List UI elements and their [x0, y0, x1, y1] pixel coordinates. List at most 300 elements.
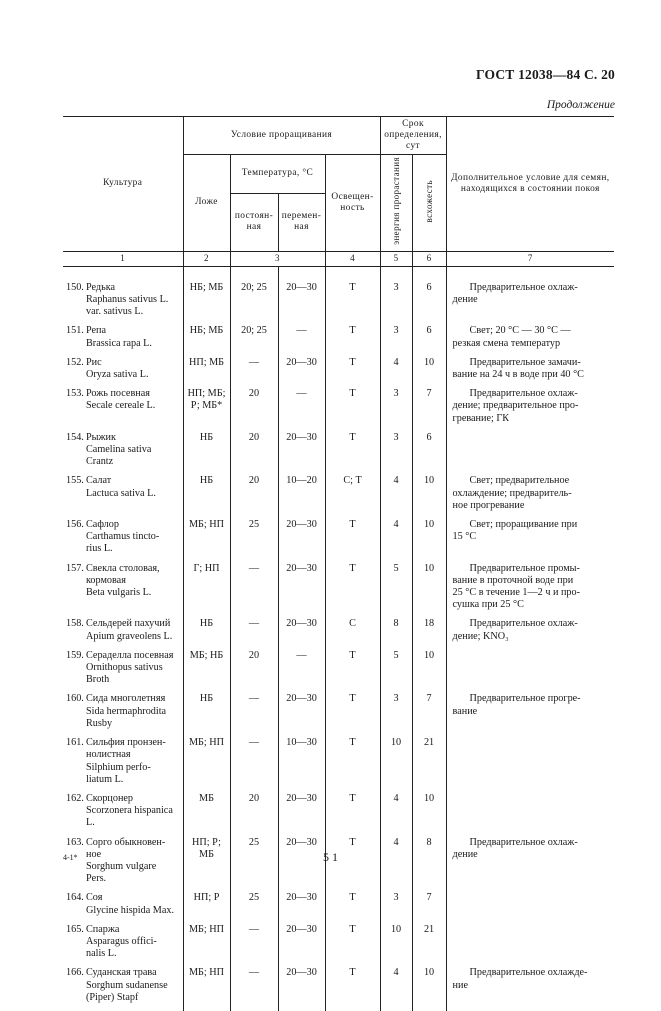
- lighting-cell: [325, 475, 380, 519]
- temp-variable-cell: [278, 924, 325, 968]
- culture-entry: [66, 475, 180, 499]
- additional-line: ние: [452, 979, 468, 991]
- temp-variable: 20—30: [286, 618, 317, 630]
- culture-entry: [66, 892, 180, 916]
- culture-line: Салат: [86, 475, 112, 487]
- culture-name: [86, 475, 180, 499]
- culture-line: Glycine hispida Max.: [86, 904, 174, 916]
- energy-cell: 4: [380, 837, 412, 893]
- row-number: 160.: [66, 693, 84, 705]
- culture-cell: [63, 967, 183, 1011]
- table-row: [63, 892, 614, 923]
- lighting-value: Т: [349, 356, 356, 368]
- header-energy: энергия прорастания: [380, 155, 412, 252]
- culture-line: Скорцонер: [86, 792, 134, 804]
- lighting-value: Т: [349, 737, 356, 749]
- temp-variable: 20—30: [286, 431, 317, 443]
- temp-variable-cell: [278, 325, 325, 356]
- additional-cell: [446, 519, 614, 563]
- row-number: 164.: [66, 892, 84, 904]
- row-number: 161.: [66, 737, 84, 749]
- additional-line: сушка при 25 °С: [452, 599, 524, 611]
- lighting-cell: [325, 519, 380, 563]
- energy-cell: 4: [380, 357, 412, 388]
- temp-variable-cell: [278, 892, 325, 923]
- lighting-cell: [325, 650, 380, 694]
- culture-line: var. sativus L.: [86, 306, 144, 318]
- temp-variable-cell: [278, 693, 325, 737]
- culture-line: Secale cereale L.: [86, 400, 156, 412]
- culture-line: Свекла столовая,: [86, 562, 160, 574]
- culture-entry: [66, 432, 180, 469]
- temp-variable: 10—20: [286, 475, 317, 487]
- culture-cell: [63, 519, 183, 563]
- temp-constant: —: [248, 923, 260, 935]
- additional-line: Предварительное охлаж-: [469, 836, 578, 848]
- culture-line: Сильфия пронзен-: [86, 737, 166, 749]
- row-number: 153.: [66, 388, 84, 400]
- energy-cell: 10: [380, 737, 412, 793]
- additional-line: Свет; 20 °С — 30 °С —: [469, 325, 571, 337]
- culture-cell: [63, 475, 183, 519]
- additional-line: Предварительное промы-: [469, 562, 580, 574]
- additional-line: ное прогревание: [452, 499, 525, 511]
- germination-cell: 7: [412, 388, 446, 432]
- culture-entry: [66, 282, 180, 319]
- germination-cell: 21: [412, 737, 446, 793]
- energy-cell: 4: [380, 967, 412, 1011]
- culture-cell: [63, 388, 183, 432]
- row-number: 151.: [66, 325, 84, 337]
- header-bed: Ложе: [183, 155, 230, 252]
- table-row: [63, 563, 614, 619]
- culture-line: Sorghum sudanense: [86, 979, 168, 991]
- temp-constant: —: [248, 356, 260, 368]
- lighting-cell: [325, 563, 380, 619]
- germination-cell: 6: [412, 266, 446, 325]
- bed-cell: [183, 650, 230, 694]
- germination-cell: 10: [412, 357, 446, 388]
- row-number: 152.: [66, 356, 84, 368]
- temp-constant-cell: [230, 793, 278, 837]
- lighting-value: Т: [349, 649, 356, 661]
- row-number: 157.: [66, 562, 84, 574]
- culture-line: Carthamus tincto-: [86, 531, 160, 543]
- temp-variable: —: [296, 388, 307, 400]
- temp-constant: 20: [248, 431, 260, 443]
- table-row: [63, 793, 614, 837]
- temp-variable: —: [296, 649, 307, 661]
- table-body: [63, 266, 614, 1011]
- lighting-value: Т: [349, 923, 356, 935]
- germination-cell: 10: [412, 563, 446, 619]
- culture-line: Beta vulgaris L.: [86, 587, 152, 599]
- temp-constant-cell: [230, 325, 278, 356]
- culture-entry: [66, 693, 180, 730]
- lighting-value: С; Т: [343, 475, 362, 487]
- culture-entry: [66, 618, 180, 642]
- additional-line: вание в проточной воде при: [452, 574, 574, 586]
- culture-line: Ornithopus sativus: [86, 662, 163, 674]
- germination-cell: 18: [412, 618, 446, 649]
- header-temperature: Температура, °С: [230, 155, 325, 194]
- additional-line: Свет; проращивание при: [469, 519, 578, 531]
- table-row: [63, 266, 614, 325]
- lighting-cell: [325, 618, 380, 649]
- culture-line: Рис: [86, 356, 102, 368]
- temp-constant: 20; 25: [241, 281, 267, 293]
- culture-cell: [63, 837, 183, 893]
- page-number: 5 1: [323, 850, 338, 864]
- germination-cell: 7: [412, 892, 446, 923]
- header-conditions: Условие проращивания: [183, 117, 380, 155]
- temp-constant-cell: [230, 693, 278, 737]
- continuation-label: Продолжение: [546, 99, 615, 111]
- culture-entry: [66, 519, 180, 556]
- culture-entry: [66, 924, 180, 961]
- culture-cell: [63, 693, 183, 737]
- temp-variable: 20—30: [286, 967, 317, 979]
- culture-line: Broth: [86, 674, 110, 686]
- culture-name: [86, 793, 180, 830]
- temp-constant-cell: [230, 432, 278, 476]
- bed-line: НП; МБ: [189, 356, 224, 368]
- germination-cell: 21: [412, 924, 446, 968]
- culture-line: Сафлор: [86, 519, 119, 531]
- lighting-cell: [325, 967, 380, 1011]
- temp-constant: 25: [248, 519, 260, 531]
- bed-cell: [183, 967, 230, 1011]
- additional-line: дение; KNO₃: [452, 630, 509, 642]
- culture-line: Рыжик: [86, 431, 116, 443]
- table-row: [63, 618, 614, 649]
- culture-line: liatum L.: [86, 773, 124, 785]
- lighting-value: Т: [349, 892, 356, 904]
- culture-line: Lactuca sativa L.: [86, 487, 156, 499]
- culture-cell: [63, 924, 183, 968]
- header-additional: Дополнительное условие для семян, находящихся в состоянии покоя: [446, 117, 614, 252]
- temp-constant: 20: [248, 388, 260, 400]
- culture-name: [86, 650, 180, 687]
- energy-cell: 4: [380, 475, 412, 519]
- temp-constant: 20: [248, 649, 260, 661]
- culture-line: Sida hermaphrodita: [86, 705, 167, 717]
- additional-line: Предварительное охлаж-: [469, 618, 578, 630]
- lighting-cell: [325, 892, 380, 923]
- culture-entry: [66, 793, 180, 830]
- energy-cell: 3: [380, 325, 412, 356]
- culture-entry: [66, 837, 180, 886]
- additional-cell: [446, 967, 614, 1011]
- header-germination: всхожесть: [412, 155, 446, 252]
- energy-cell: 5: [380, 563, 412, 619]
- lighting-value: Т: [349, 281, 356, 293]
- germination-cell: 10: [412, 519, 446, 563]
- culture-line: Camelina sativa: [86, 444, 152, 456]
- culture-line: нолистная: [86, 749, 131, 761]
- temp-variable-cell: [278, 519, 325, 563]
- temp-constant-cell: [230, 266, 278, 325]
- culture-name: [86, 924, 180, 961]
- additional-line: Свет; предварительное: [469, 475, 570, 487]
- culture-line: rius L.: [86, 543, 113, 555]
- column-number: 1: [63, 251, 183, 266]
- culture-line: Сераделла посевная: [86, 649, 174, 661]
- temp-constant-cell: [230, 892, 278, 923]
- temp-constant-cell: [230, 519, 278, 563]
- temp-variable-cell: [278, 793, 325, 837]
- bed-cell: [183, 357, 230, 388]
- additional-line: Предварительное охлаж-: [469, 388, 578, 400]
- bed-line: МБ; НП: [189, 923, 224, 935]
- bed-line: НБ: [199, 618, 214, 630]
- temp-constant-cell: [230, 837, 278, 893]
- culture-name: [86, 325, 180, 349]
- culture-line: Raphanus sativus L.: [86, 294, 169, 305]
- bed-cell: [183, 924, 230, 968]
- temp-constant-cell: [230, 650, 278, 694]
- header-period: Срок определения, сут: [380, 117, 446, 155]
- lighting-value: Т: [349, 562, 356, 574]
- temp-constant: 20: [248, 475, 260, 487]
- culture-line: Rusby: [86, 717, 113, 729]
- culture-entry: [66, 388, 180, 412]
- column-number: 6: [412, 251, 446, 266]
- temp-constant-cell: [230, 388, 278, 432]
- temp-constant-cell: [230, 737, 278, 793]
- culture-line: Pers.: [86, 873, 107, 885]
- lighting-value: Т: [349, 325, 356, 337]
- temp-variable-cell: [278, 432, 325, 476]
- culture-name: [86, 519, 180, 556]
- bed-cell: [183, 519, 230, 563]
- bed-cell: [183, 475, 230, 519]
- culture-name: [86, 432, 180, 469]
- temp-variable: 20—30: [286, 562, 317, 574]
- lighting-value: Т: [349, 967, 356, 979]
- bed-line: МБ: [199, 848, 214, 860]
- temp-constant: 25: [248, 836, 260, 848]
- bed-line: НБ; МБ: [189, 281, 224, 293]
- row-number: 150.: [66, 281, 84, 293]
- additional-line: Предварительное охлажде-: [469, 967, 588, 979]
- temp-variable: 20—30: [286, 923, 317, 935]
- additional-line: Предварительное замачи-: [469, 356, 581, 368]
- culture-line: Sorghum vulgare: [86, 860, 157, 872]
- additional-cell: [446, 563, 614, 619]
- additional-cell: [446, 357, 614, 388]
- culture-cell: [63, 325, 183, 356]
- additional-cell: [446, 388, 614, 432]
- germination-cell: 8: [412, 837, 446, 893]
- lighting-value: Т: [349, 836, 356, 848]
- additional-cell: [446, 325, 614, 356]
- column-number: 4: [325, 251, 380, 266]
- culture-line: nalis L.: [86, 948, 117, 960]
- culture-name: [86, 282, 180, 319]
- temp-constant-cell: [230, 924, 278, 968]
- temp-constant-cell: [230, 563, 278, 619]
- lighting-cell: [325, 325, 380, 356]
- energy-cell: 10: [380, 924, 412, 968]
- bed-cell: [183, 266, 230, 325]
- header-lighting: Освещен-ность: [325, 155, 380, 252]
- row-number: 159.: [66, 649, 84, 661]
- bed-cell: [183, 563, 230, 619]
- temp-variable: 10—30: [286, 737, 317, 749]
- additional-line: Предварительное прогре-: [469, 693, 581, 705]
- additional-line: 15 °С: [452, 531, 477, 543]
- temp-constant-cell: [230, 357, 278, 388]
- additional-cell: [446, 618, 614, 649]
- row-number: 165.: [66, 923, 84, 935]
- temp-variable-cell: [278, 837, 325, 893]
- temp-variable-cell: [278, 475, 325, 519]
- energy-cell: 5: [380, 650, 412, 694]
- bed-line: НБ: [199, 693, 214, 705]
- culture-line: Репа: [86, 325, 107, 337]
- footer-mark: 4-1*: [63, 853, 78, 862]
- bed-cell: [183, 693, 230, 737]
- culture-name: [86, 618, 180, 642]
- culture-name: [86, 967, 180, 1004]
- row-number: 155.: [66, 475, 84, 487]
- temp-variable-cell: [278, 388, 325, 432]
- temp-variable: 20—30: [286, 281, 317, 293]
- culture-entry: [66, 563, 180, 600]
- table-row: [63, 693, 614, 737]
- seed-germination-table: [63, 116, 614, 1011]
- temp-variable: —: [296, 325, 307, 337]
- energy-cell: 4: [380, 519, 412, 563]
- additional-cell: [446, 432, 614, 476]
- additional-line: 25 °С в течение 1—2 ч и про-: [452, 587, 581, 599]
- energy-cell: 3: [380, 388, 412, 432]
- table-row: [63, 432, 614, 476]
- bed-line: НП; МБ;: [187, 388, 226, 400]
- lighting-cell: [325, 737, 380, 793]
- culture-line: Сида многолетняя: [86, 693, 166, 705]
- additional-line: резкая смена температур: [452, 337, 561, 349]
- table-row: [63, 357, 614, 388]
- culture-name: [86, 693, 180, 730]
- row-number: 163.: [66, 836, 84, 848]
- row-number: 158.: [66, 618, 84, 630]
- bed-line: НБ: [199, 475, 214, 487]
- header-variable: перемен-ная: [278, 193, 325, 251]
- germination-cell: 10: [412, 475, 446, 519]
- culture-cell: [63, 266, 183, 325]
- temp-constant: 20: [248, 792, 260, 804]
- bed-cell: [183, 793, 230, 837]
- table-row: [63, 519, 614, 563]
- temp-variable-cell: [278, 650, 325, 694]
- lighting-cell: [325, 924, 380, 968]
- lighting-value: Т: [349, 388, 356, 400]
- bed-line: НП; Р;: [192, 836, 221, 848]
- culture-line: (Piper) Stapf: [86, 991, 139, 1003]
- culture-line: Сельдерей пахучий: [86, 618, 171, 630]
- document-header: ГОСТ 12038—84 С. 20: [476, 67, 615, 82]
- energy-cell: 4: [380, 793, 412, 837]
- column-number: 5: [380, 251, 412, 266]
- bed-cell: [183, 325, 230, 356]
- culture-line: Scorzonera hispanica L.: [86, 805, 173, 829]
- bed-cell: [183, 618, 230, 649]
- row-number: 162.: [66, 792, 84, 804]
- culture-line: Asparagus offici-: [86, 935, 157, 947]
- additional-cell: [446, 837, 614, 893]
- energy-cell: 3: [380, 266, 412, 325]
- culture-line: Сорго обыкновен-: [86, 836, 166, 848]
- temp-constant: 25: [248, 892, 260, 904]
- germination-cell: 6: [412, 325, 446, 356]
- column-number: 7: [446, 251, 614, 266]
- additional-line: дение: [452, 294, 478, 305]
- lighting-cell: [325, 388, 380, 432]
- culture-entry: [66, 650, 180, 687]
- header-culture: Культура: [63, 117, 183, 252]
- additional-cell: [446, 650, 614, 694]
- culture-entry: [66, 357, 180, 381]
- culture-line: Apium graveolens L.: [86, 630, 173, 642]
- additional-line: дение; предварительное про-: [452, 400, 579, 412]
- energy-cell: 3: [380, 892, 412, 923]
- lighting-value: Т: [349, 693, 356, 705]
- energy-cell: 3: [380, 693, 412, 737]
- bed-line: НП; Р: [193, 892, 220, 904]
- germination-cell: 10: [412, 967, 446, 1011]
- temp-constant: —: [248, 562, 260, 574]
- culture-cell: [63, 618, 183, 649]
- culture-line: Brassica rapa L.: [86, 337, 152, 349]
- germination-cell: 10: [412, 793, 446, 837]
- column-number: 3: [230, 251, 325, 266]
- culture-cell: [63, 793, 183, 837]
- energy-cell: 3: [380, 432, 412, 476]
- bed-line: МБ; НП: [189, 967, 224, 979]
- bed-line: МБ; НБ: [189, 649, 224, 661]
- culture-line: Редька: [86, 281, 116, 293]
- temp-variable: 20—30: [286, 519, 317, 531]
- temp-variable-cell: [278, 563, 325, 619]
- row-number: 154.: [66, 431, 84, 443]
- temp-variable: 20—30: [286, 836, 317, 848]
- culture-line: ное: [86, 848, 102, 860]
- culture-line: Рожь посевная: [86, 388, 150, 400]
- culture-name: [86, 357, 180, 381]
- culture-cell: [63, 892, 183, 923]
- additional-line: гревание; ГК: [452, 412, 510, 424]
- culture-line: Silphium perfo-: [86, 761, 151, 773]
- temp-constant: —: [248, 618, 260, 630]
- temp-constant: —: [248, 693, 260, 705]
- additional-line: Предварительное охлаж-: [469, 281, 578, 293]
- culture-name: [86, 388, 180, 412]
- lighting-value: Т: [349, 431, 356, 443]
- lighting-cell: [325, 693, 380, 737]
- culture-entry: [66, 325, 180, 349]
- bed-line: МБ; НП: [189, 519, 224, 531]
- lighting-value: С: [349, 618, 356, 630]
- lighting-cell: [325, 432, 380, 476]
- lighting-cell: [325, 357, 380, 388]
- temp-constant-cell: [230, 967, 278, 1011]
- additional-cell: [446, 266, 614, 325]
- table-row: [63, 837, 614, 893]
- culture-line: Oryza sativa L.: [86, 369, 149, 381]
- temp-constant: 20; 25: [241, 325, 267, 337]
